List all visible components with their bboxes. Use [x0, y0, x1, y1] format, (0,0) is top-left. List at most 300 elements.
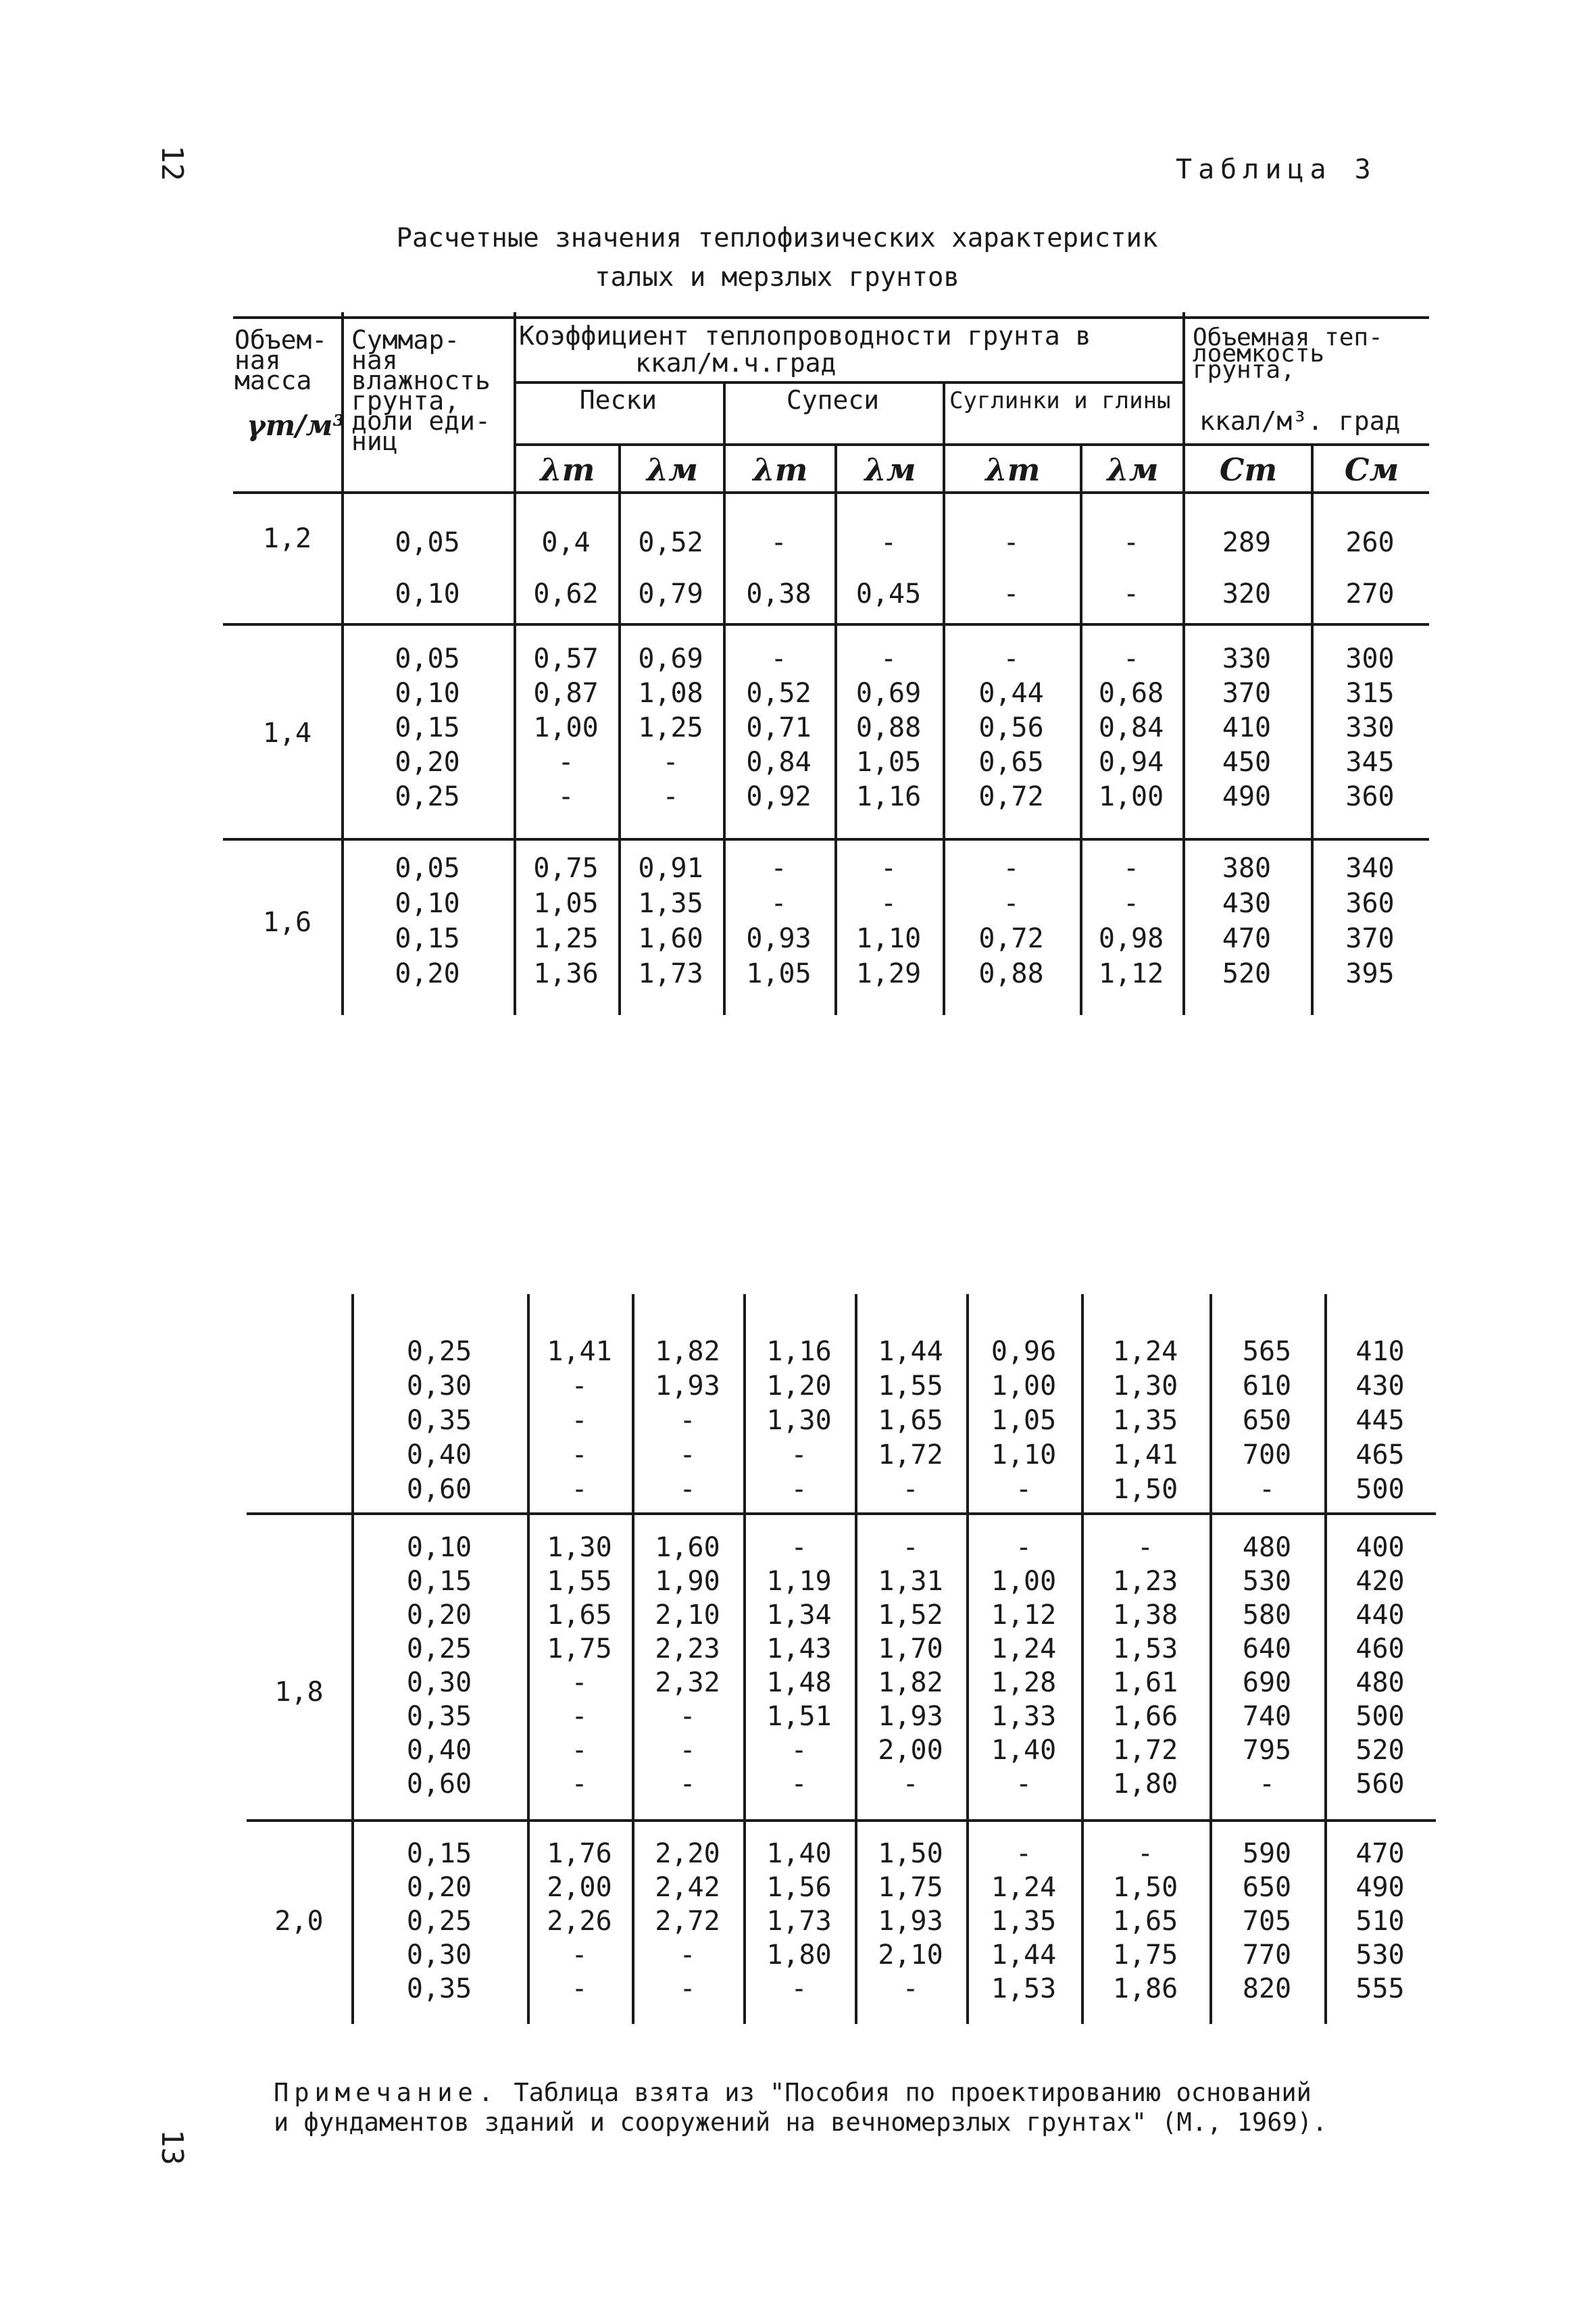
cell-heat-capacity-frozen: 445: [1355, 1405, 1405, 1436]
cell-sandy-loam-thawed: 1,20: [766, 1370, 832, 1402]
cell-heat-capacity-frozen: 490: [1355, 1872, 1405, 1903]
cell-heat-capacity-thawed: 610: [1242, 1370, 1292, 1402]
cell-sand-frozen: 2,10: [655, 1600, 720, 1631]
cell-heat-capacity-thawed: 740: [1242, 1701, 1292, 1732]
cell-heat-capacity-frozen: 530: [1355, 1939, 1405, 1971]
cell-sand-frozen: 1,90: [655, 1566, 720, 1597]
cell-sandy-loam-frozen: 1,70: [878, 1633, 943, 1664]
cell-sandy-loam-frozen: 1,52: [878, 1600, 943, 1631]
cell-sand-thawed: -: [557, 781, 574, 812]
cell-moisture: 0,35: [406, 1701, 472, 1732]
cell-moisture: 0,25: [406, 1336, 472, 1367]
cell-sand-frozen: 1,73: [638, 958, 703, 989]
cell-sandy-loam-frozen: 1,50: [878, 1838, 943, 1869]
cell-heat-capacity-thawed: -: [1258, 1474, 1276, 1505]
cell-sand-frozen: 2,23: [655, 1633, 720, 1664]
cell-loam-thawed: -: [1015, 1838, 1032, 1869]
cell-moisture: 0,20: [395, 747, 460, 778]
cell-sandy-loam-frozen: 1,05: [855, 747, 922, 778]
cell-sandy-loam-frozen: -: [880, 853, 897, 884]
cell-heat-capacity-thawed: 650: [1242, 1405, 1292, 1436]
cell-sandy-loam-frozen: 1,44: [878, 1336, 943, 1367]
cell-loam-thawed: 0,56: [978, 712, 1044, 743]
cell-sand-frozen: -: [679, 1405, 696, 1436]
cell-sandy-loam-frozen: 1,93: [878, 1906, 943, 1937]
cell-heat-capacity-thawed: 289: [1222, 527, 1272, 558]
mass-label-group-5: 1,8: [274, 1677, 324, 1708]
cell-loam-frozen: 1,30: [1112, 1370, 1178, 1402]
cell-sand-thawed: 0,87: [533, 678, 599, 709]
cell-sandy-loam-frozen: 0,88: [855, 712, 922, 743]
cell-sandy-loam-thawed: 0,71: [746, 712, 812, 743]
cell-loam-thawed: -: [1015, 1769, 1032, 1800]
cell-loam-thawed: -: [1003, 888, 1020, 919]
cell-sandy-loam-frozen: 1,29: [855, 958, 922, 989]
cell-sandy-loam-thawed: 1,34: [766, 1600, 832, 1631]
cell-sand-frozen: 1,08: [638, 678, 703, 709]
symbol-sand-frozen: λм: [647, 451, 698, 488]
cell-sand-thawed: -: [571, 1735, 588, 1766]
cell-heat-capacity-frozen: 430: [1355, 1370, 1405, 1402]
cell-loam-thawed: -: [1003, 527, 1020, 558]
table-label: Таблица 3: [1176, 154, 1377, 185]
note-text-line-2: и фундаментов зданий и сооружений на вечномерзлых грунтах" (М., 1969).: [274, 2108, 1328, 2137]
cell-heat-capacity-frozen: 400: [1355, 1532, 1405, 1563]
cell-loam-thawed: 1,40: [991, 1735, 1057, 1766]
symbol-loam-thawed: λт: [985, 451, 1041, 488]
cell-sandy-loam-frozen: 1,16: [855, 781, 922, 812]
cell-moisture: 0,05: [395, 643, 460, 674]
cell-sandy-loam-thawed: 1,40: [766, 1838, 832, 1869]
note-label: Примечание.: [274, 2078, 499, 2107]
cell-moisture: 0,40: [406, 1439, 472, 1470]
cell-sand-thawed: -: [571, 1667, 588, 1698]
cell-loam-frozen: 1,12: [1098, 958, 1164, 989]
cell-loam-thawed: 0,88: [978, 958, 1044, 989]
cell-heat-capacity-thawed: 490: [1222, 781, 1272, 812]
cell-loam-thawed: -: [1003, 643, 1020, 674]
cell-heat-capacity-frozen: 300: [1345, 643, 1395, 674]
cell-loam-thawed: -: [1003, 853, 1020, 884]
cell-sand-frozen: -: [662, 747, 679, 778]
cell-sandy-loam-thawed: 1,19: [766, 1566, 832, 1597]
cell-heat-capacity-frozen: 395: [1345, 958, 1395, 989]
cell-loam-frozen: 1,80: [1112, 1769, 1178, 1800]
cell-heat-capacity-frozen: 480: [1355, 1667, 1405, 1698]
cell-heat-capacity-thawed: 565: [1242, 1336, 1292, 1367]
cell-loam-frozen: 1,75: [1112, 1939, 1178, 1971]
cell-loam-thawed: 1,24: [991, 1633, 1057, 1664]
cell-heat-capacity-frozen: 465: [1355, 1439, 1405, 1470]
cell-sand-thawed: 1,36: [533, 958, 599, 989]
cell-sandy-loam-frozen: 1,75: [878, 1872, 943, 1903]
rule: [233, 316, 1429, 319]
cell-heat-capacity-frozen: 370: [1345, 923, 1395, 954]
cell-heat-capacity-frozen: 560: [1355, 1769, 1405, 1800]
cell-sand-thawed: -: [571, 1701, 588, 1732]
cell-sand-thawed: 1,30: [547, 1532, 612, 1563]
cell-sandy-loam-thawed: 1,05: [746, 958, 812, 989]
symbol-sand-thawed: λт: [540, 451, 595, 488]
cell-moisture: 0,20: [406, 1600, 472, 1631]
header-moisture: Суммар- ная влажность грунта, доли еди- ниц: [351, 325, 491, 456]
cell-loam-frozen: 1,50: [1112, 1474, 1178, 1505]
header-heat-capacity-unit: ккал/м³. град: [1199, 406, 1401, 436]
cell-moisture: 0,25: [406, 1906, 472, 1937]
header-sandy-loams: Супеси: [786, 385, 880, 415]
cell-sand-frozen: 1,35: [638, 888, 703, 919]
cell-sandy-loam-thawed: -: [770, 643, 787, 674]
cell-sand-frozen: 0,69: [638, 643, 703, 674]
cell-sandy-loam-thawed: 0,93: [746, 923, 812, 954]
header-loams-clays: Суглинки и глины: [949, 387, 1171, 414]
cell-sandy-loam-frozen: -: [902, 1973, 919, 2004]
cell-sandy-loam-thawed: 1,56: [766, 1872, 832, 1903]
cell-sand-frozen: 2,72: [655, 1906, 720, 1937]
page-number-bottom: 13: [154, 2129, 189, 2165]
rule: [233, 491, 1429, 494]
cell-loam-thawed: 1,05: [991, 1405, 1057, 1436]
cell-heat-capacity-frozen: 500: [1355, 1701, 1405, 1732]
cell-heat-capacity-thawed: 705: [1242, 1906, 1292, 1937]
cell-moisture: 0,40: [406, 1735, 472, 1766]
cell-sandy-loam-thawed: 0,38: [746, 578, 812, 610]
cell-moisture: 0,60: [406, 1474, 472, 1505]
cell-moisture: 0,25: [406, 1633, 472, 1664]
cell-moisture: 0,10: [406, 1532, 472, 1563]
cell-heat-capacity-thawed: 430: [1222, 888, 1272, 919]
cell-loam-thawed: 1,00: [991, 1370, 1057, 1402]
rule: [247, 1819, 1436, 1822]
cell-heat-capacity-frozen: 440: [1355, 1600, 1405, 1631]
rule: [514, 381, 1182, 384]
cell-moisture: 0,30: [406, 1370, 472, 1402]
cell-loam-frozen: -: [1122, 578, 1140, 610]
cell-heat-capacity-thawed: 450: [1222, 747, 1272, 778]
rule: [223, 623, 1429, 626]
cell-sand-frozen: -: [679, 1474, 696, 1505]
cell-heat-capacity-thawed: 590: [1242, 1838, 1292, 1869]
cell-sand-thawed: 1,00: [533, 712, 599, 743]
cell-loam-thawed: -: [1015, 1474, 1032, 1505]
cell-heat-capacity-thawed: 650: [1242, 1872, 1292, 1903]
cell-sand-thawed: 2,00: [547, 1872, 612, 1903]
symbol-heat-capacity-thawed: Ст: [1219, 451, 1278, 488]
cell-sandy-loam-thawed: -: [770, 527, 787, 558]
cell-sandy-loam-thawed: 0,92: [746, 781, 812, 812]
cell-loam-thawed: -: [1015, 1532, 1032, 1563]
cell-sandy-loam-frozen: 1,72: [878, 1439, 943, 1470]
cell-heat-capacity-thawed: 770: [1242, 1939, 1292, 1971]
cell-heat-capacity-frozen: 500: [1355, 1474, 1405, 1505]
cell-sand-frozen: -: [679, 1973, 696, 2004]
cell-sand-frozen: -: [679, 1439, 696, 1470]
cell-moisture: 0,10: [395, 578, 460, 610]
cell-sand-thawed: 2,26: [547, 1906, 612, 1937]
cell-heat-capacity-thawed: 330: [1222, 643, 1272, 674]
cell-sandy-loam-thawed: 1,30: [766, 1405, 832, 1436]
cell-sand-frozen: -: [679, 1769, 696, 1800]
cell-heat-capacity-thawed: 480: [1242, 1532, 1292, 1563]
symbol-heat-capacity-frozen: См: [1344, 451, 1399, 488]
cell-loam-frozen: 1,24: [1112, 1336, 1178, 1367]
cell-loam-frozen: 1,53: [1112, 1633, 1178, 1664]
cell-loam-thawed: 1,00: [991, 1566, 1057, 1597]
cell-sandy-loam-thawed: 1,80: [766, 1939, 832, 1971]
cell-loam-thawed: 1,33: [991, 1701, 1057, 1732]
cell-sand-frozen: 1,60: [655, 1532, 720, 1563]
cell-heat-capacity-thawed: 700: [1242, 1439, 1292, 1470]
cell-heat-capacity-thawed: 380: [1222, 853, 1272, 884]
cell-loam-thawed: 1,24: [991, 1872, 1057, 1903]
cell-loam-frozen: 0,98: [1098, 923, 1164, 954]
cell-sandy-loam-thawed: -: [791, 1474, 807, 1505]
cell-sandy-loam-frozen: -: [902, 1474, 919, 1505]
cell-sand-thawed: -: [571, 1405, 588, 1436]
cell-sandy-loam-thawed: -: [791, 1439, 807, 1470]
cell-sand-frozen: 1,82: [655, 1336, 720, 1367]
cell-loam-thawed: 0,96: [991, 1336, 1057, 1367]
cell-sandy-loam-frozen: 2,00: [878, 1735, 943, 1766]
header-volumetric-mass: Объем- ная масса: [234, 325, 328, 395]
cell-loam-frozen: 1,41: [1112, 1439, 1178, 1470]
cell-sand-thawed: 1,76: [547, 1838, 612, 1869]
cell-moisture: 0,05: [395, 853, 460, 884]
cell-heat-capacity-frozen: 270: [1345, 578, 1395, 610]
cell-heat-capacity-thawed: 580: [1242, 1600, 1292, 1631]
cell-sand-frozen: 2,42: [655, 1872, 720, 1903]
cell-sand-thawed: -: [571, 1370, 588, 1402]
cell-sandy-loam-thawed: 1,16: [766, 1336, 832, 1367]
cell-sandy-loam-frozen: 1,55: [878, 1370, 943, 1402]
table-caption: [338, 219, 1216, 297]
note-text-line-1: Таблица взята из "Пособия по проектированию оснований: [514, 2078, 1312, 2107]
cell-sand-thawed: 1,55: [547, 1566, 612, 1597]
cell-sand-frozen: 0,91: [638, 853, 703, 884]
cell-loam-frozen: 1,35: [1112, 1405, 1178, 1436]
cell-loam-thawed: 1,28: [991, 1667, 1057, 1698]
cell-sandy-loam-thawed: 0,52: [746, 678, 812, 709]
cell-heat-capacity-thawed: 470: [1222, 923, 1272, 954]
cell-sandy-loam-frozen: 1,82: [878, 1667, 943, 1698]
cell-sandy-loam-thawed: 1,43: [766, 1633, 832, 1664]
cell-sand-thawed: 1,41: [547, 1336, 612, 1367]
cell-sand-thawed: 1,05: [533, 888, 599, 919]
mass-label-group-3: 1,6: [262, 907, 312, 938]
cell-loam-frozen: 1,65: [1112, 1906, 1178, 1937]
cell-sandy-loam-thawed: -: [791, 1532, 807, 1563]
cell-loam-frozen: 1,72: [1112, 1735, 1178, 1766]
cell-loam-frozen: 0,84: [1098, 712, 1164, 743]
cell-loam-thawed: 0,72: [978, 781, 1044, 812]
cell-sand-thawed: 1,75: [547, 1633, 612, 1664]
cell-sand-frozen: 2,20: [655, 1838, 720, 1869]
cell-moisture: 0,30: [406, 1667, 472, 1698]
cell-sand-thawed: 1,25: [533, 923, 599, 954]
cell-sand-thawed: 0,4: [541, 527, 591, 558]
symbol-sandy-loam-frozen: λм: [864, 451, 916, 488]
cell-sandy-loam-frozen: 1,93: [878, 1701, 943, 1732]
symbol-loam-frozen: λм: [1107, 451, 1159, 488]
cell-sand-thawed: 0,75: [533, 853, 599, 884]
cell-sand-thawed: -: [571, 1474, 588, 1505]
cell-moisture: 0,20: [406, 1872, 472, 1903]
cell-sand-frozen: 1,60: [638, 923, 703, 954]
cell-heat-capacity-thawed: 530: [1242, 1566, 1292, 1597]
cell-sand-frozen: -: [679, 1939, 696, 1971]
cell-heat-capacity-frozen: 345: [1345, 747, 1395, 778]
cell-sand-thawed: 1,65: [547, 1600, 612, 1631]
cell-moisture: 0,15: [395, 712, 460, 743]
cell-sand-frozen: 1,93: [655, 1370, 720, 1402]
cell-moisture: 0,10: [395, 678, 460, 709]
cell-sand-thawed: -: [571, 1973, 588, 2004]
cell-heat-capacity-frozen: 410: [1355, 1336, 1405, 1367]
cell-loam-thawed: 0,65: [978, 747, 1044, 778]
cell-heat-capacity-thawed: 690: [1242, 1667, 1292, 1698]
cell-sandy-loam-frozen: -: [880, 888, 897, 919]
cell-sand-thawed: -: [571, 1769, 588, 1800]
cell-sand-thawed: 0,57: [533, 643, 599, 674]
cell-loam-frozen: 0,94: [1098, 747, 1164, 778]
cell-loam-frozen: -: [1122, 853, 1140, 884]
cell-loam-frozen: 1,50: [1112, 1872, 1178, 1903]
cell-loam-frozen: 1,23: [1112, 1566, 1178, 1597]
cell-heat-capacity-frozen: 340: [1345, 853, 1395, 884]
cell-loam-frozen: 1,38: [1112, 1600, 1178, 1631]
caption-line-1: Расчетные значения теплофизических характеристик: [396, 223, 1158, 253]
cell-sand-frozen: -: [679, 1701, 696, 1732]
cell-sand-frozen: 0,79: [638, 578, 703, 610]
cell-sandy-loam-thawed: 0,84: [746, 747, 812, 778]
cell-heat-capacity-frozen: 460: [1355, 1633, 1405, 1664]
cell-sand-frozen: 2,32: [655, 1667, 720, 1698]
cell-loam-frozen: 1,00: [1098, 781, 1164, 812]
cell-sandy-loam-thawed: -: [770, 888, 787, 919]
cell-heat-capacity-frozen: 360: [1345, 888, 1395, 919]
cell-loam-frozen: -: [1122, 527, 1140, 558]
cell-heat-capacity-frozen: 260: [1345, 527, 1395, 558]
cell-sand-thawed: 0,62: [533, 578, 599, 610]
cell-sandy-loam-frozen: 2,10: [878, 1939, 943, 1971]
cell-sandy-loam-frozen: -: [880, 527, 897, 558]
cell-sandy-loam-frozen: 1,31: [878, 1566, 943, 1597]
cell-sand-thawed: -: [571, 1439, 588, 1470]
cell-sandy-loam-frozen: 0,45: [855, 578, 922, 610]
cell-loam-frozen: -: [1137, 1532, 1154, 1563]
cell-sandy-loam-thawed: 1,51: [766, 1701, 832, 1732]
cell-sandy-loam-thawed: -: [791, 1769, 807, 1800]
header-sands: Пески: [579, 385, 657, 415]
cell-heat-capacity-thawed: -: [1258, 1769, 1276, 1800]
cell-sand-thawed: -: [557, 747, 574, 778]
cell-heat-capacity-thawed: 320: [1222, 578, 1272, 610]
table-note: [274, 2078, 1436, 2137]
page-number-top: 12: [154, 145, 189, 181]
cell-sandy-loam-frozen: -: [902, 1532, 919, 1563]
cell-heat-capacity-thawed: 370: [1222, 678, 1272, 709]
header-volumetric-mass-unit: γт/м³: [247, 409, 345, 442]
cell-loam-thawed: -: [1003, 578, 1020, 610]
cell-moisture: 0,15: [395, 923, 460, 954]
cell-sandy-loam-thawed: 1,48: [766, 1667, 832, 1698]
cell-loam-frozen: 1,61: [1112, 1667, 1178, 1698]
cell-sand-frozen: -: [679, 1735, 696, 1766]
cell-loam-thawed: 1,53: [991, 1973, 1057, 2004]
cell-loam-frozen: -: [1122, 888, 1140, 919]
cell-heat-capacity-frozen: 420: [1355, 1566, 1405, 1597]
cell-loam-frozen: -: [1137, 1838, 1154, 1869]
mass-label-group-2: 1,4: [262, 718, 312, 749]
cell-sandy-loam-thawed: -: [770, 853, 787, 884]
cell-sandy-loam-thawed: 1,73: [766, 1906, 832, 1937]
cell-sandy-loam-frozen: 1,10: [855, 923, 922, 954]
cell-moisture: 0,25: [395, 781, 460, 812]
mass-label-group-1: 1,2: [262, 523, 312, 554]
cell-moisture: 0,20: [395, 958, 460, 989]
cell-loam-frozen: -: [1122, 643, 1140, 674]
cell-moisture: 0,60: [406, 1769, 472, 1800]
cell-sandy-loam-thawed: -: [791, 1735, 807, 1766]
cell-moisture: 0,35: [406, 1973, 472, 2004]
header-conductivity-unit: ккал/м.ч.град: [635, 348, 837, 378]
cell-heat-capacity-frozen: 520: [1355, 1735, 1405, 1766]
cell-loam-thawed: 0,44: [978, 678, 1044, 709]
cell-loam-thawed: 1,10: [991, 1439, 1057, 1470]
cell-heat-capacity-thawed: 520: [1222, 958, 1272, 989]
cell-heat-capacity-thawed: 795: [1242, 1735, 1292, 1766]
cell-loam-frozen: 1,66: [1112, 1701, 1178, 1732]
cell-heat-capacity-frozen: 470: [1355, 1838, 1405, 1869]
cell-loam-thawed: 1,35: [991, 1906, 1057, 1937]
rule: [514, 443, 1429, 446]
cell-moisture: 0,05: [395, 527, 460, 558]
cell-sandy-loam-frozen: -: [880, 643, 897, 674]
cell-heat-capacity-frozen: 555: [1355, 1973, 1405, 2004]
cell-moisture: 0,35: [406, 1405, 472, 1436]
mass-label-group-6: 2,0: [274, 1906, 324, 1937]
cell-sand-frozen: 1,25: [638, 712, 703, 743]
cell-loam-thawed: 1,44: [991, 1939, 1057, 1971]
caption-line-2: талых и мерзлых грунтов: [594, 262, 960, 293]
cell-sandy-loam-frozen: 0,69: [855, 678, 922, 709]
cell-heat-capacity-frozen: 330: [1345, 712, 1395, 743]
cell-loam-thawed: 1,12: [991, 1600, 1057, 1631]
cell-sandy-loam-frozen: -: [902, 1769, 919, 1800]
cell-loam-frozen: 0,68: [1098, 678, 1164, 709]
rule: [247, 1512, 1436, 1515]
cell-heat-capacity-thawed: 640: [1242, 1633, 1292, 1664]
cell-heat-capacity-thawed: 820: [1242, 1973, 1292, 2004]
cell-sand-frozen: 0,52: [638, 527, 703, 558]
header-conductivity: Коэффициент теплопроводности грунта в: [519, 321, 1091, 351]
cell-heat-capacity-frozen: 510: [1355, 1906, 1405, 1937]
cell-moisture: 0,15: [406, 1838, 472, 1869]
cell-heat-capacity-thawed: 410: [1222, 712, 1272, 743]
cell-loam-thawed: 0,72: [978, 923, 1044, 954]
cell-sandy-loam-thawed: -: [791, 1973, 807, 2004]
cell-sand-frozen: -: [662, 781, 679, 812]
cell-loam-frozen: 1,86: [1112, 1973, 1178, 2004]
cell-heat-capacity-frozen: 315: [1345, 678, 1395, 709]
cell-moisture: 0,10: [395, 888, 460, 919]
cell-sandy-loam-frozen: 1,65: [878, 1405, 943, 1436]
header-heat-capacity: Объемная теп- лоемкость грунта,: [1193, 324, 1383, 384]
symbol-sandy-loam-thawed: λт: [753, 451, 808, 488]
cell-heat-capacity-frozen: 360: [1345, 781, 1395, 812]
rule: [223, 838, 1429, 841]
cell-moisture: 0,30: [406, 1939, 472, 1971]
